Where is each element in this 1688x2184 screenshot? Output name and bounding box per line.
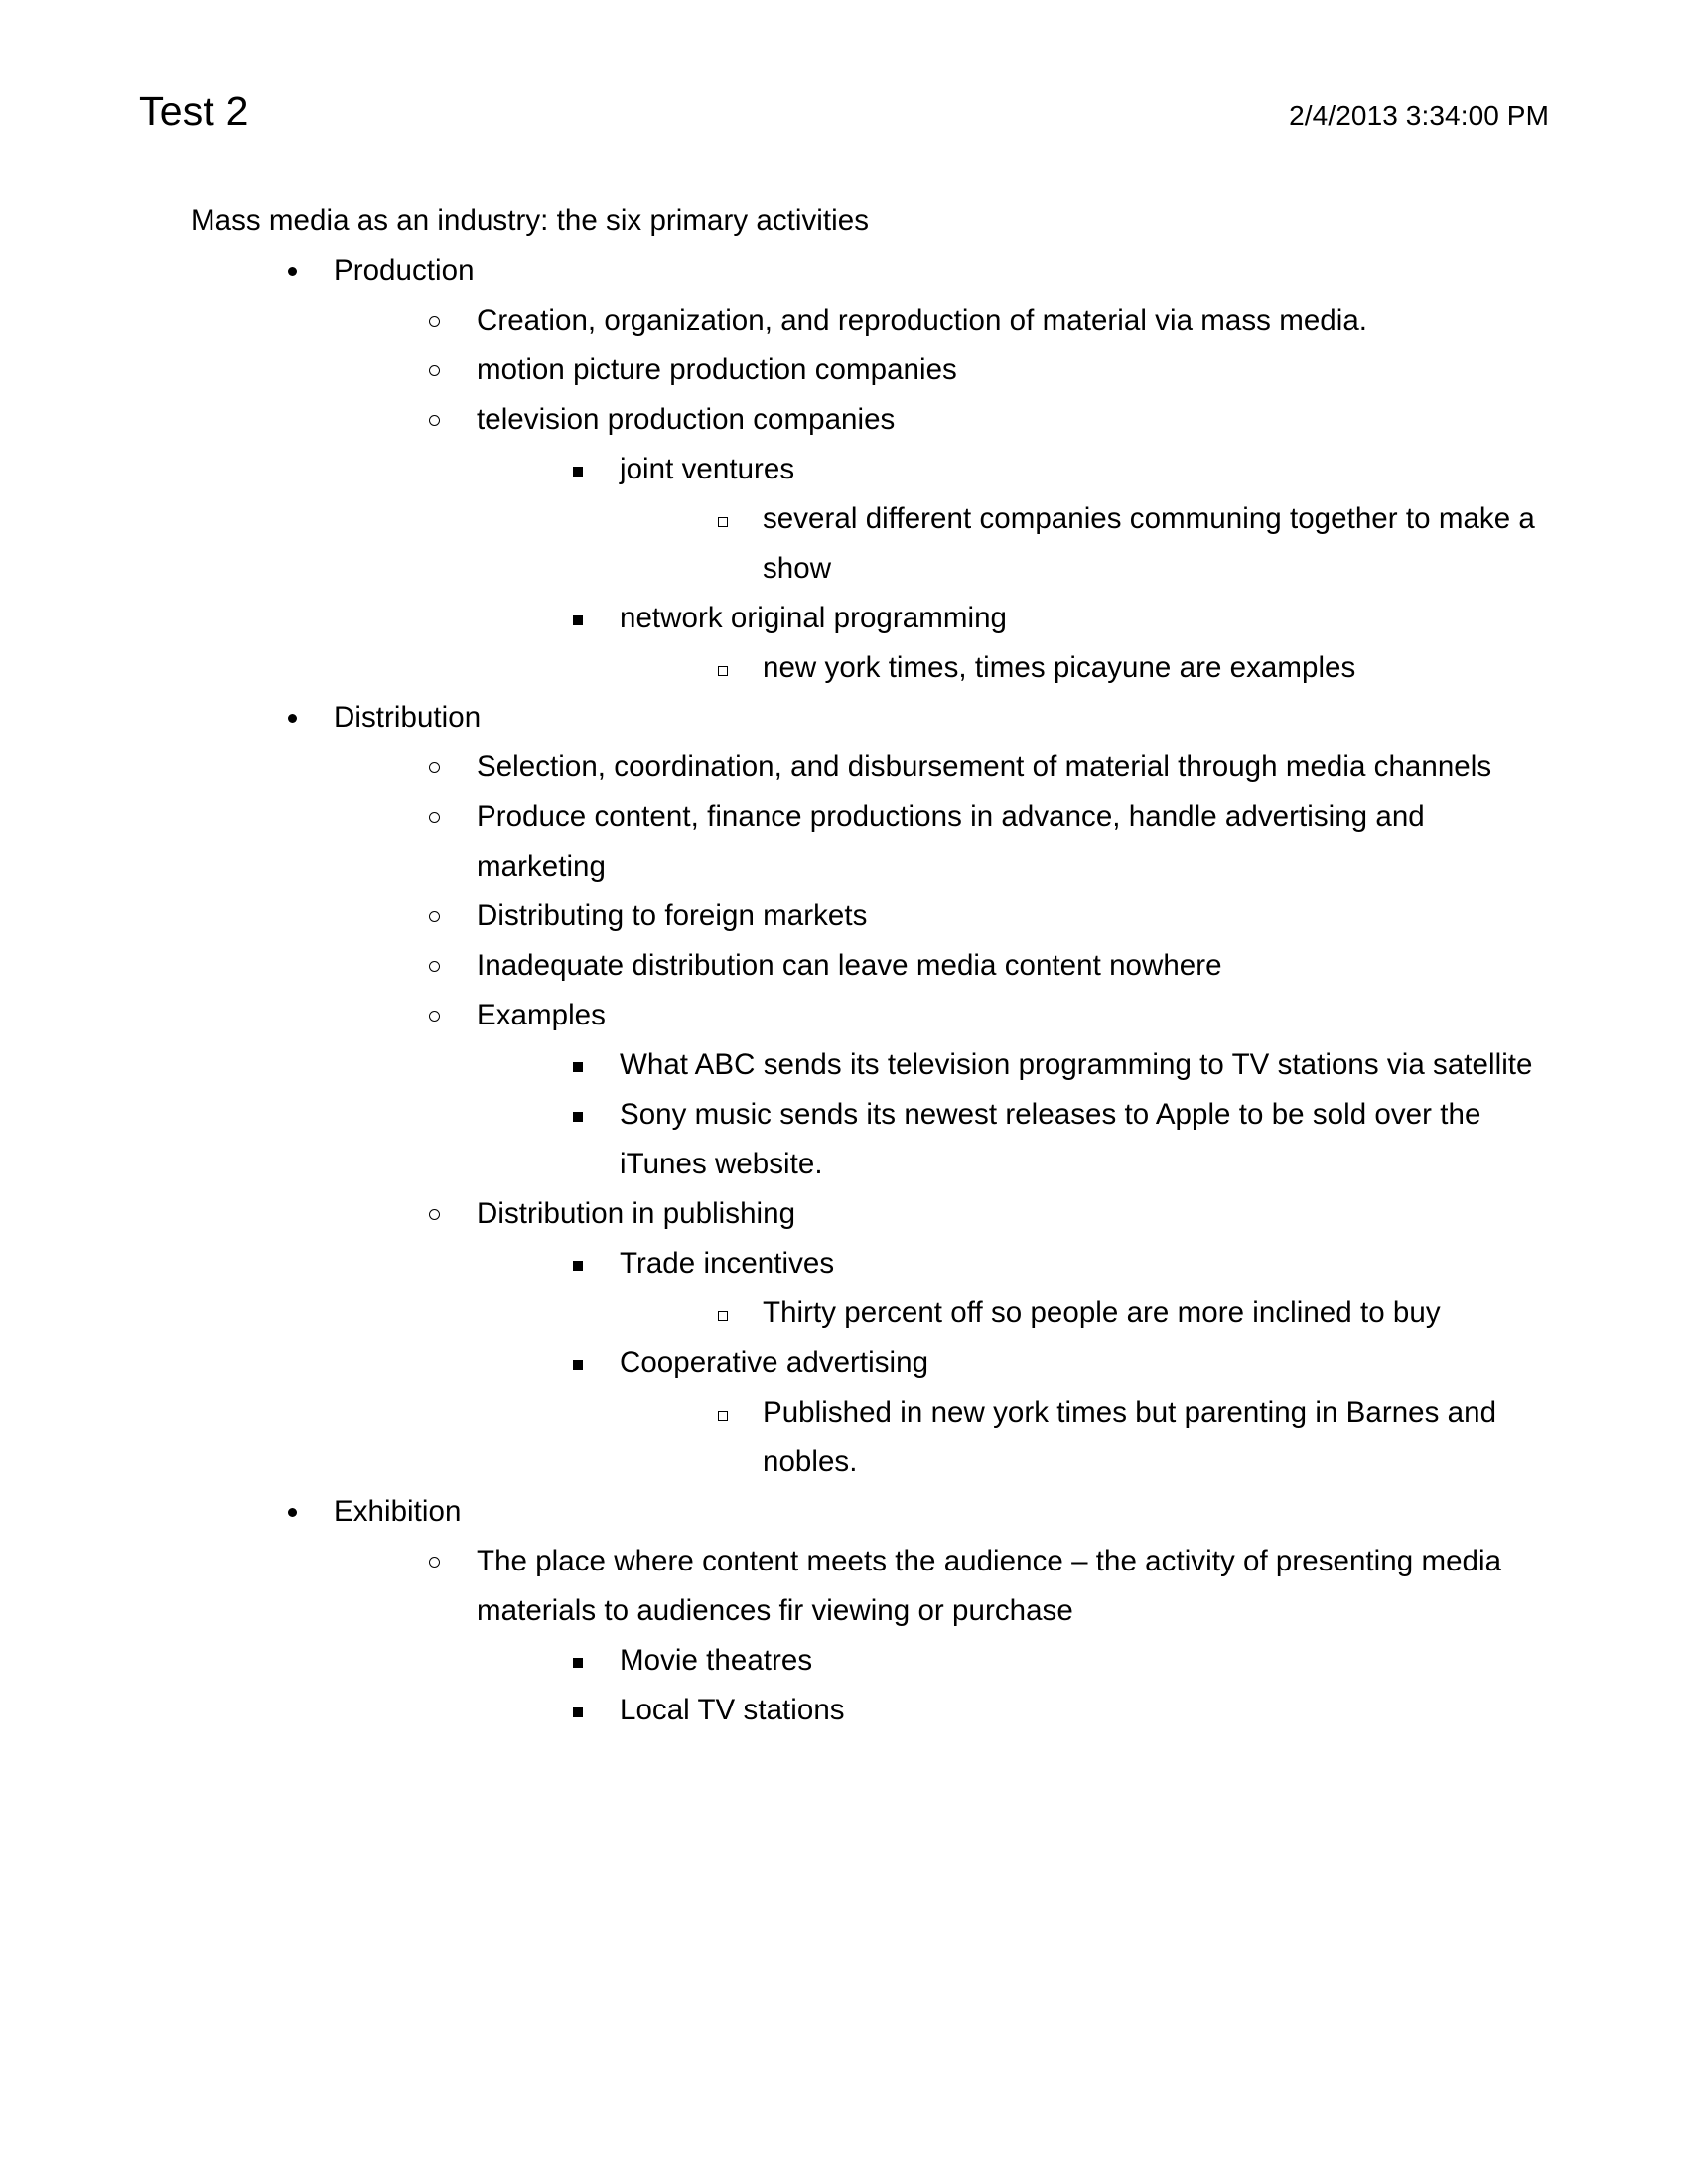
outline-intro-text: Mass media as an industry: the six primary activities xyxy=(191,205,870,237)
outline-item xyxy=(139,345,1549,395)
outline-item xyxy=(139,792,1549,891)
outline-intro-line xyxy=(139,197,1549,246)
outline-item-text: new york times, times picayune are examples xyxy=(763,651,1356,684)
outline-item-text: The place where content meets the audience – the activity of presenting media materials to audiences fir viewing or purchase xyxy=(477,1545,1502,1627)
document-header xyxy=(139,87,1549,135)
outline-item xyxy=(139,1686,1549,1735)
outline-item xyxy=(139,1289,1549,1338)
outline-item xyxy=(139,1487,1549,1537)
outline-item-text: Cooperative advertising xyxy=(620,1346,929,1379)
outline-item xyxy=(139,743,1549,792)
outline-item xyxy=(139,296,1549,345)
outline-item xyxy=(139,1040,1549,1090)
outline-body xyxy=(139,197,1549,1735)
outline-item-text: Distribution xyxy=(334,701,482,734)
outline-item-text: Exhibition xyxy=(334,1495,462,1528)
outline-item xyxy=(139,1338,1549,1388)
outline-item-text: Creation, organization, and reproduction of material via mass media. xyxy=(477,304,1368,337)
outline-item-text: Local TV stations xyxy=(620,1694,845,1726)
outline-item-text: Production xyxy=(334,254,475,287)
outline-item-text: joint ventures xyxy=(620,453,795,485)
outline-item xyxy=(139,1189,1549,1239)
outline-item-text: motion picture production companies xyxy=(477,353,957,386)
outline-item-text: Movie theatres xyxy=(620,1644,813,1677)
outline-item xyxy=(139,1239,1549,1289)
document-timestamp: 2/4/2013 3:34:00 PM xyxy=(1289,100,1549,131)
outline-item xyxy=(139,494,1549,594)
outline-item xyxy=(139,445,1549,494)
outline-item-text: Selection, coordination, and disbursement of material through media channels xyxy=(477,751,1492,783)
outline-item xyxy=(139,991,1549,1040)
outline-item-text: Produce content, finance productions in advance, handle advertising and marketing xyxy=(477,800,1425,883)
outline-item xyxy=(139,594,1549,643)
outline-item xyxy=(139,246,1549,296)
outline-item-text: Published in new york times but parenting in Barnes and nobles. xyxy=(763,1396,1497,1478)
outline-item-text: network original programming xyxy=(620,602,1007,634)
outline-item xyxy=(139,1090,1549,1189)
outline-item xyxy=(139,941,1549,991)
outline-item-text: What ABC sends its television programming to TV stations via satellite xyxy=(620,1048,1533,1081)
outline-item-text: television production companies xyxy=(477,403,896,436)
page-title: Test 2 xyxy=(139,88,249,134)
outline-item-list xyxy=(139,246,1549,1735)
outline-item-text: several different companies communing together to make a show xyxy=(763,502,1535,585)
outline-item xyxy=(139,1388,1549,1487)
outline-item-text: Distribution in publishing xyxy=(477,1197,796,1230)
outline-item-text: Examples xyxy=(477,999,606,1031)
outline-item xyxy=(139,891,1549,941)
outline-item-text: Thirty percent off so people are more inclined to buy xyxy=(763,1297,1441,1329)
outline-item xyxy=(139,395,1549,445)
outline-item xyxy=(139,1537,1549,1636)
outline-item xyxy=(139,693,1549,743)
outline-item-text: Trade incentives xyxy=(620,1247,835,1280)
outline-item-text: Inadequate distribution can leave media content nowhere xyxy=(477,949,1222,982)
outline-item xyxy=(139,1636,1549,1686)
outline-item xyxy=(139,643,1549,693)
outline-item-text: Sony music sends its newest releases to Apple to be sold over the iTunes website. xyxy=(620,1098,1481,1180)
outline-item-text: Distributing to foreign markets xyxy=(477,899,868,932)
